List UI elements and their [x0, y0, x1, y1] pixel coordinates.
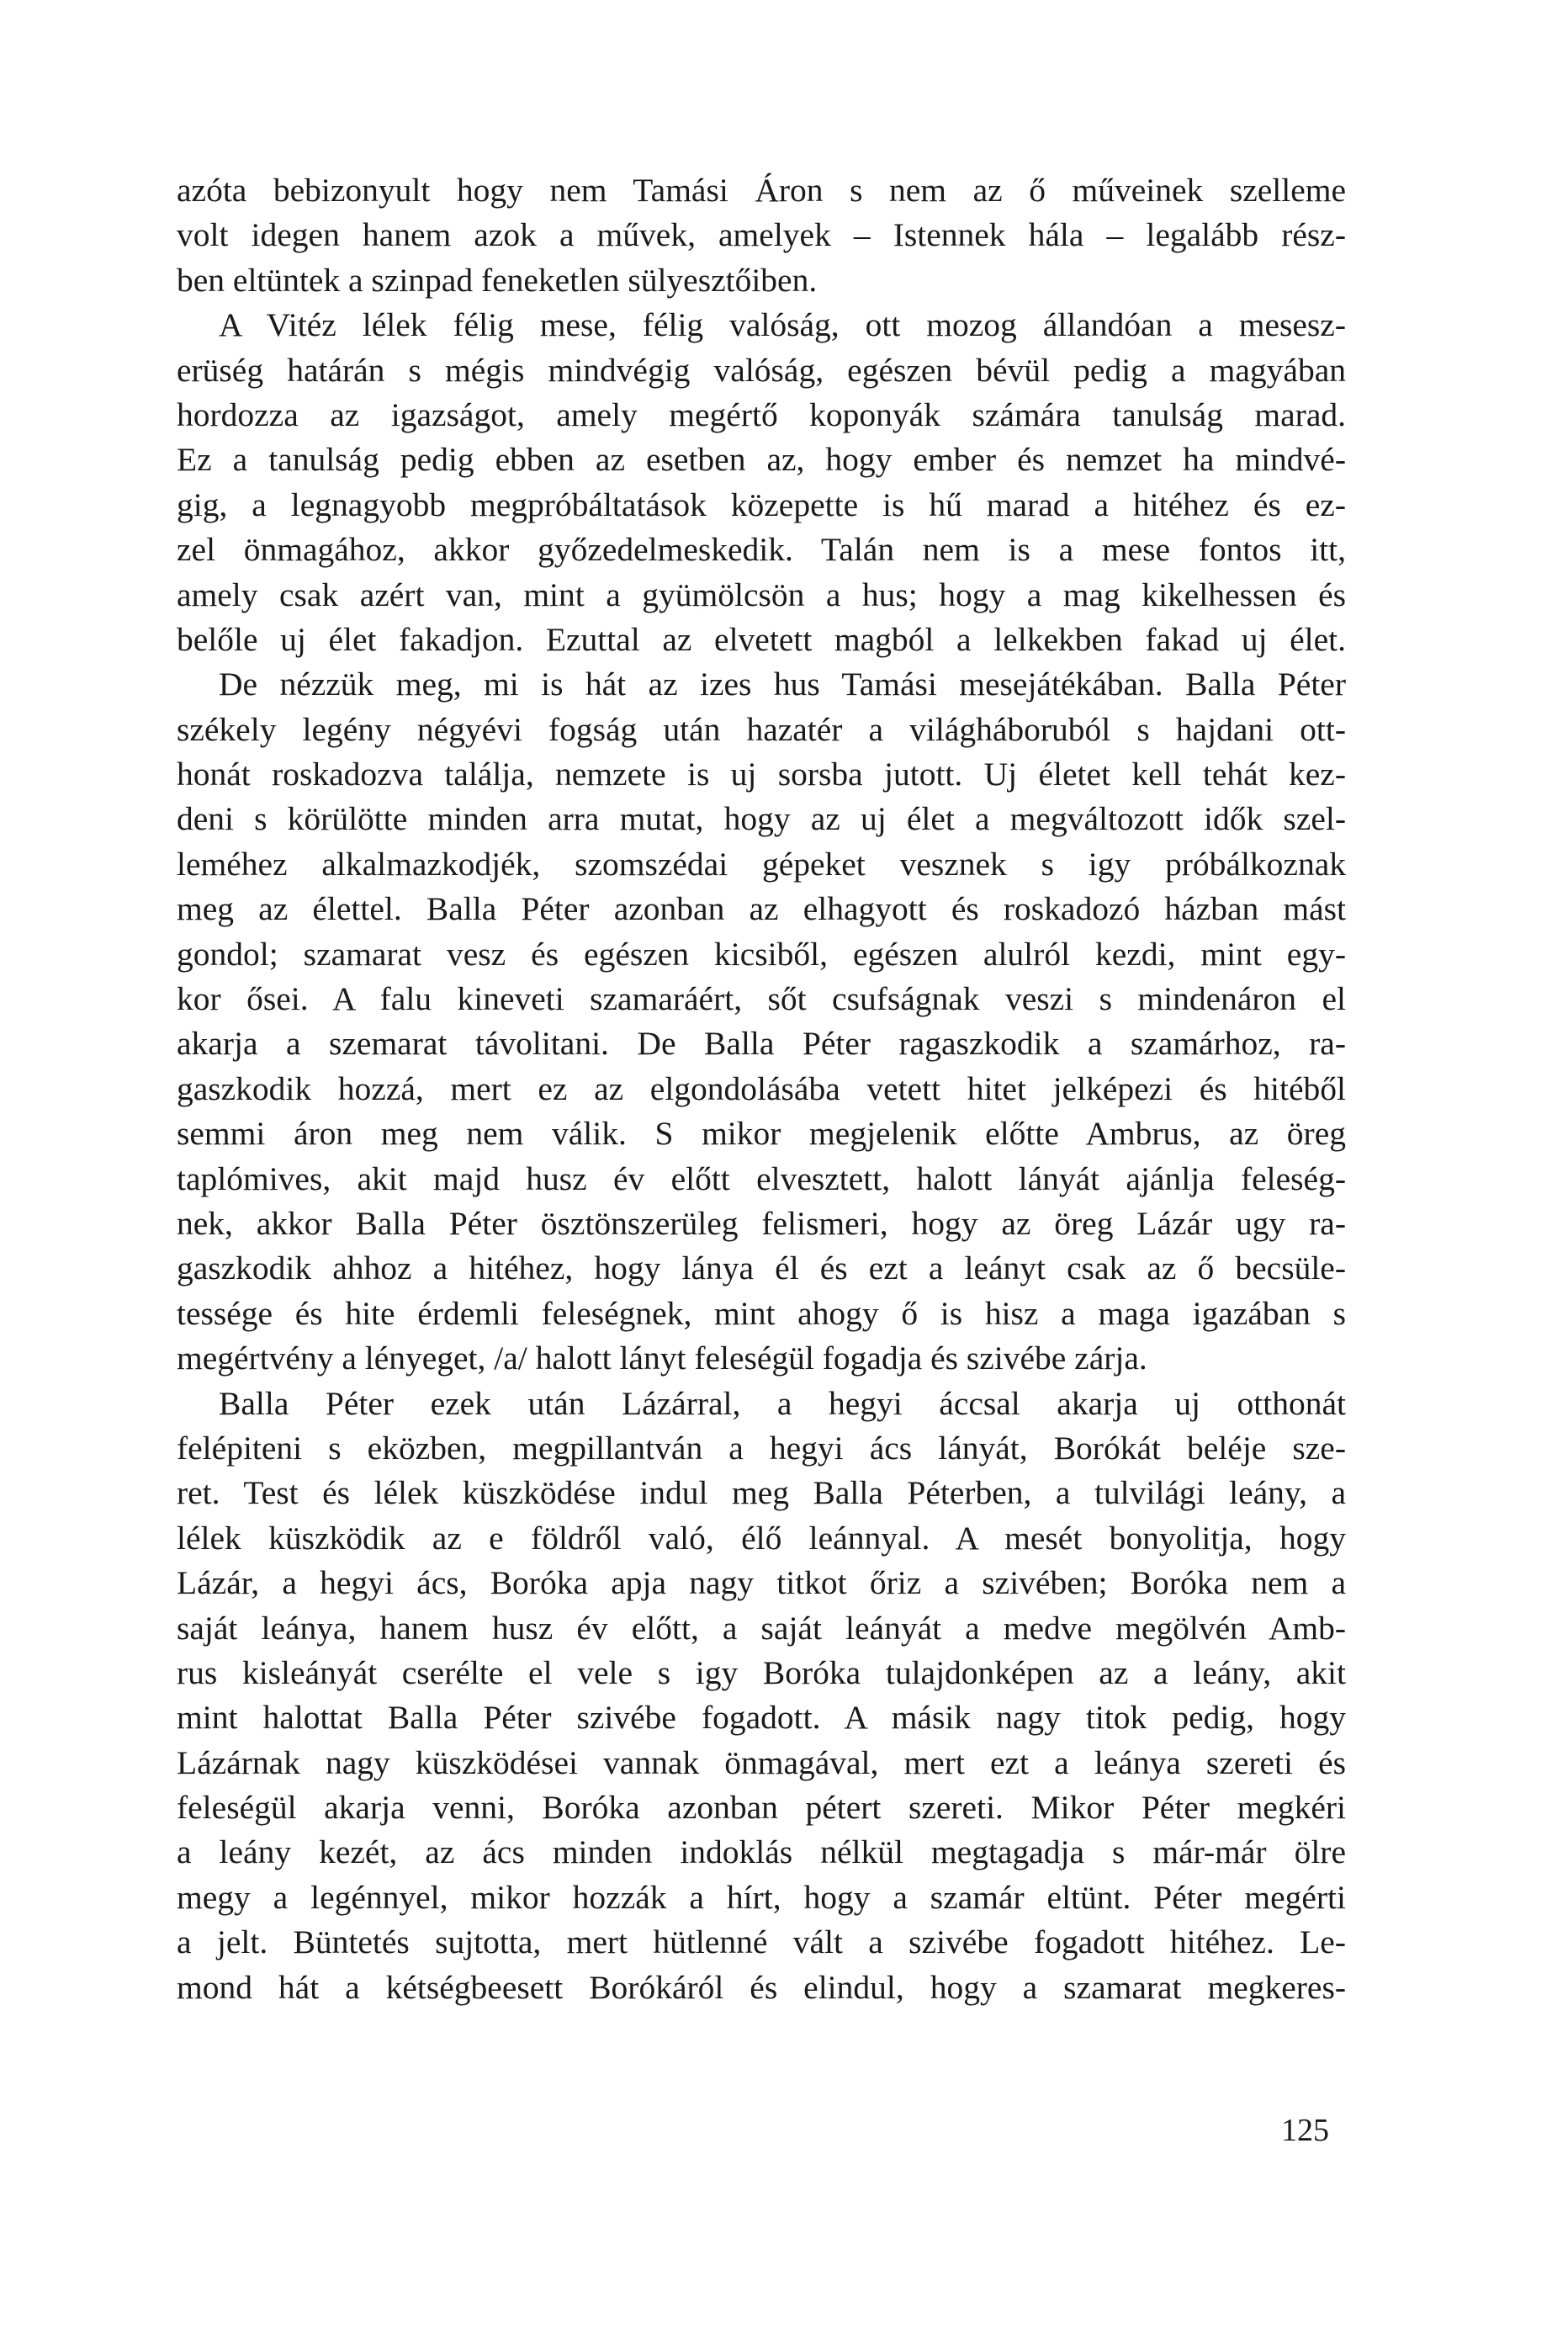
text-line: Balla Péter ezek után Lázárral, a hegyi áccsal akarja uj otthonát [219, 1384, 1346, 1422]
text-line: meg az élettel. Balla Péter azonban az elhagyott és roskadozó házban mást [177, 890, 1346, 928]
text-line: nek, akkor Balla Péter ösztönszerüleg felismeri, hogy az öreg Lázár ugy ra- [177, 1204, 1346, 1242]
text-line: Lázár, a hegyi ács, Boróka apja nagy titkot őriz a szivében; Boróka nem a [177, 1564, 1346, 1602]
text-line: semmi áron meg nem válik. S mikor megjelenik előtte Ambrus, az öreg [177, 1115, 1346, 1153]
text-line: azóta bebizonyult hogy nem Tamási Áron s nem az ő műveinek szelleme [177, 172, 1346, 209]
text-line: akarja a szemarat távolitani. De Balla Péter ragaszkodik a szamárhoz, ra- [177, 1025, 1346, 1063]
text-line: taplómives, akit majd husz év előtt elvesztett, halott lányát ajánlja feleség- [177, 1159, 1346, 1197]
text-line: kor ősei. A falu kineveti szamaráért, sőt csufságnak veszi s mindenáron el [177, 980, 1346, 1018]
text-line: leméhez alkalmazkodjék, szomszédai gépeket vesznek s igy próbálkoznak [177, 845, 1346, 883]
text-line: erüség határán s mégis mindvégig valóság, egészen bévül pedig a magyában [177, 351, 1346, 389]
text-line: volt idegen hanem azok a művek, amelyek – Istennek hála – legalább rész- [177, 216, 1346, 254]
text-line: gondol; szamarat vesz és egészen kicsiből, egészen alulról kezdi, mint egy- [177, 935, 1346, 973]
text-line: a leány kezét, az ács minden indoklás nélkül megtagadja s már-már ölre [177, 1833, 1346, 1871]
text-line: saját leánya, hanem husz év előtt, a saját leányát a medve megölvén Amb- [177, 1609, 1346, 1647]
text-line: zel önmagához, akkor győzedelmeskedik. Talán nem is a mese fontos itt, [177, 531, 1346, 569]
text-line: felépiteni s eközben, megpillantván a hegyi ács lányát, Borókát beléje sze- [177, 1429, 1346, 1467]
text-line: belőle uj élet fakadjon. Ezuttal az elvetett magból a lelkekben fakad uj élet. [177, 620, 1346, 658]
text-line: mint halottat Balla Péter szivébe fogadott. A másik nagy titok pedig, hogy [177, 1699, 1346, 1737]
text-line: mond hát a kétségbeesett Borókáról és elindul, hogy a szamarat megkeres- [177, 1968, 1346, 2006]
text-line: gaszkodik hozzá, mert ez az elgondolásába vetett hitet jelképezi és hitéből [177, 1069, 1346, 1107]
text-line: rus kisleányát cserélte el vele s igy Boróka tulajdonképen az a leány, akit [177, 1653, 1346, 1691]
text-line: De nézzük meg, mi is hát az izes hus Tamási mesejátékában. Balla Péter [219, 666, 1346, 703]
text-line: tessége és hite érdemli feleségnek, mint ahogy ő is hisz a maga igazában s [177, 1294, 1346, 1332]
text-line: Lázárnak nagy küszködései vannak önmagával, mert ezt a leánya szereti és [177, 1743, 1346, 1781]
text-line: hordozza az igazságot, amely megértő koponyák számára tanulság marad. [177, 395, 1346, 433]
text-line: ret. Test és lélek küszködése indul meg Balla Péterben, a tulvilági leány, a [177, 1474, 1346, 1512]
text-line: A Vitéz lélek félig mese, félig valóság, ott mozog állandóan a mesesz- [219, 306, 1346, 344]
text-line: ben eltüntek a szinpad feneketlen sülyesztőiben. [177, 261, 818, 299]
text-line: megértvény a lényeget, /a/ halott lányt feleségül fogadja és szivébe zárja. [177, 1340, 1147, 1377]
body-text [177, 168, 1346, 2010]
text-line: feleségül akarja venni, Boróka azonban pétert szereti. Mikor Péter megkéri [177, 1789, 1346, 1827]
text-line: lélek küszködik az e földről való, élő leánnyal. A mesét bonyolitja, hogy [177, 1519, 1346, 1557]
text-line: deni s körülötte minden arra mutat, hogy az uj élet a megváltozott idők szel- [177, 800, 1346, 838]
text-line: honát roskadozva találja, nemzete is uj sorsba jutott. Uj életet kell tehát kez- [177, 756, 1346, 793]
text-line: Ez a tanulság pedig ebben az esetben az, hogy ember és nemzet ha mindvé- [177, 441, 1346, 479]
text-line: gig, a legnagyobb megpróbáltatások közepette is hű marad a hitéhez és ez- [177, 485, 1346, 523]
text-line: gaszkodik ahhoz a hitéhez, hogy lánya él és ezt a leányt csak az ő becsüle- [177, 1249, 1346, 1287]
text-line: megy a legénnyel, mikor hozzák a hírt, hogy a szamár eltünt. Péter megérti [177, 1878, 1346, 1916]
text-line: amely csak azért van, mint a gyümölcsön a hus; hogy a mag kikelhessen és [177, 576, 1346, 613]
page-number: 125 [1281, 2113, 1329, 2148]
text-line: székely legény négyévi fogság után hazatér a világháboruból s hajdani ott- [177, 710, 1346, 748]
text-line: a jelt. Büntetés sujtotta, mert hütlenné vált a szivébe fogadott hitéhez. Le- [177, 1923, 1346, 1961]
